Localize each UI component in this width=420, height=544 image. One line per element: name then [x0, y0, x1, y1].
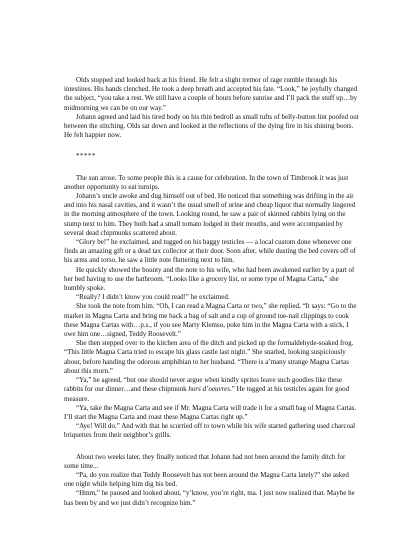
paragraph: “Really? I didn’t know you could read!” he exclaimed. [76, 293, 230, 302]
paragraph: Johann’s uncle awoke and dug himself out of bed. He noticed that something was drifting in the air and into his nasal cavities, and it wasn’t the usual smell of urine and cheap liquor that normally lingered in the morning atmosphere of the town. Looking round, he saw a pair of skinned rabbits lying on the stump next to him. They both had a small tomato lodged in their mouths, and were accompanied by several dead chipmunks scattered about. [64, 192, 356, 237]
italic-phrase: hors d’oeuvres [188, 385, 230, 394]
paragraph: She took the note from him. “Oh, I can read a Magna Carta or two,” she replied, “It says: “Go to the market in Magna Carta and bring me back a bag of salt and a cup of ground toe-nail clippings to cook these Magna Cartas with…p.s., if you see Marty Klemso, poke him in the Magna Carta with a stick, I owe him one…signed, Teddy Roosevelt.” [64, 302, 357, 339]
section-separator: ***** [76, 152, 96, 161]
paragraph: “Aye! Will do.” And with that he scurried off to town while his wife started gathering used charcoal briquettes from their neighbor’s grills. [64, 422, 356, 440]
paragraph: Olds stopped and looked back at his friend. He felt a slight tremor of rage rumble through his intestines. His hands clenched. He took a deep breath and accepted his fate. “Look,” he joyfully changed the subject, “you take a rest. We still have a couple of hours before sunrise and I’ll pack the stuff up…by midmorning we can be on our way.” [64, 76, 358, 112]
paragraph: She then stepped over to the kitchen area of the ditch and picked up the formaldehyde-soaked frog. “This little Magna Carta tried to escape his glass castle last night.” She snarled, looking suspiciously about, before handing the odorous amphibian to her husband. “There is a’many strange Magna Cartas about this morn.” [64, 339, 354, 375]
paragraph: “Glory be!” he exclaimed, and tugged on his baggy testicles — a local custom done whenever one finds an amazing gift or a dead tax collector at their door. Soon after, while dusting the bed covers off of his arms and torso, he saw a little note fluttering next to him. [64, 238, 356, 265]
paragraph: The sun arose. To some people this is a cause for celebration. In the town of Timbrook it was just another opportunity to eat turnips. [64, 173, 349, 191]
paragraph: “Ya, take the Magna Carta and see if Mr. Magna Carta will trade it for a small bag of Magna Cartas. I’ll start the Magna Carta and roast these Magna Cartas right up.” [64, 403, 357, 421]
page-content [64, 76, 360, 508]
paragraph: Johann agreed and laid his tired body on his thin bedroll as small tufts of belly-button lint poofed out between the stitching. Olds sat down and looked at the reflections of the dying fire in his shining boots. He felt happier now. [64, 112, 359, 140]
paragraph: About two weeks later, they finally noticed that Johann had not been around the family ditch for some time... [64, 452, 346, 470]
paragraph: He quickly showed the bounty and the note to his wife, who had been awakened earlier by a part of her bed having to use the bathroom. “Looks like a grocery list, or some type of Magna Carta,” she humbly spoke. [64, 265, 355, 293]
paragraph: “Hmm,” he paused and looked about, “y’know, you’re right, ma. I just now realized that. Maybe he has been by and we just didn’t recognize him.” [64, 489, 355, 507]
paragraph: “Pa, do you realize that Teddy Roosevelt has not been around the Magna Carta lately?” she asked one night while helping him dig his bed. [64, 470, 349, 489]
spacer [64, 441, 360, 453]
paragraph-with-italic: “Ya,” he agreed, “but one should never argue when kindly sprites leave such goodies like these rabbits for our dinner…and these chipmunk hors d’oeuvres.” He tugged at his testicles again for good measure. [64, 376, 350, 403]
spacer [64, 140, 360, 146]
